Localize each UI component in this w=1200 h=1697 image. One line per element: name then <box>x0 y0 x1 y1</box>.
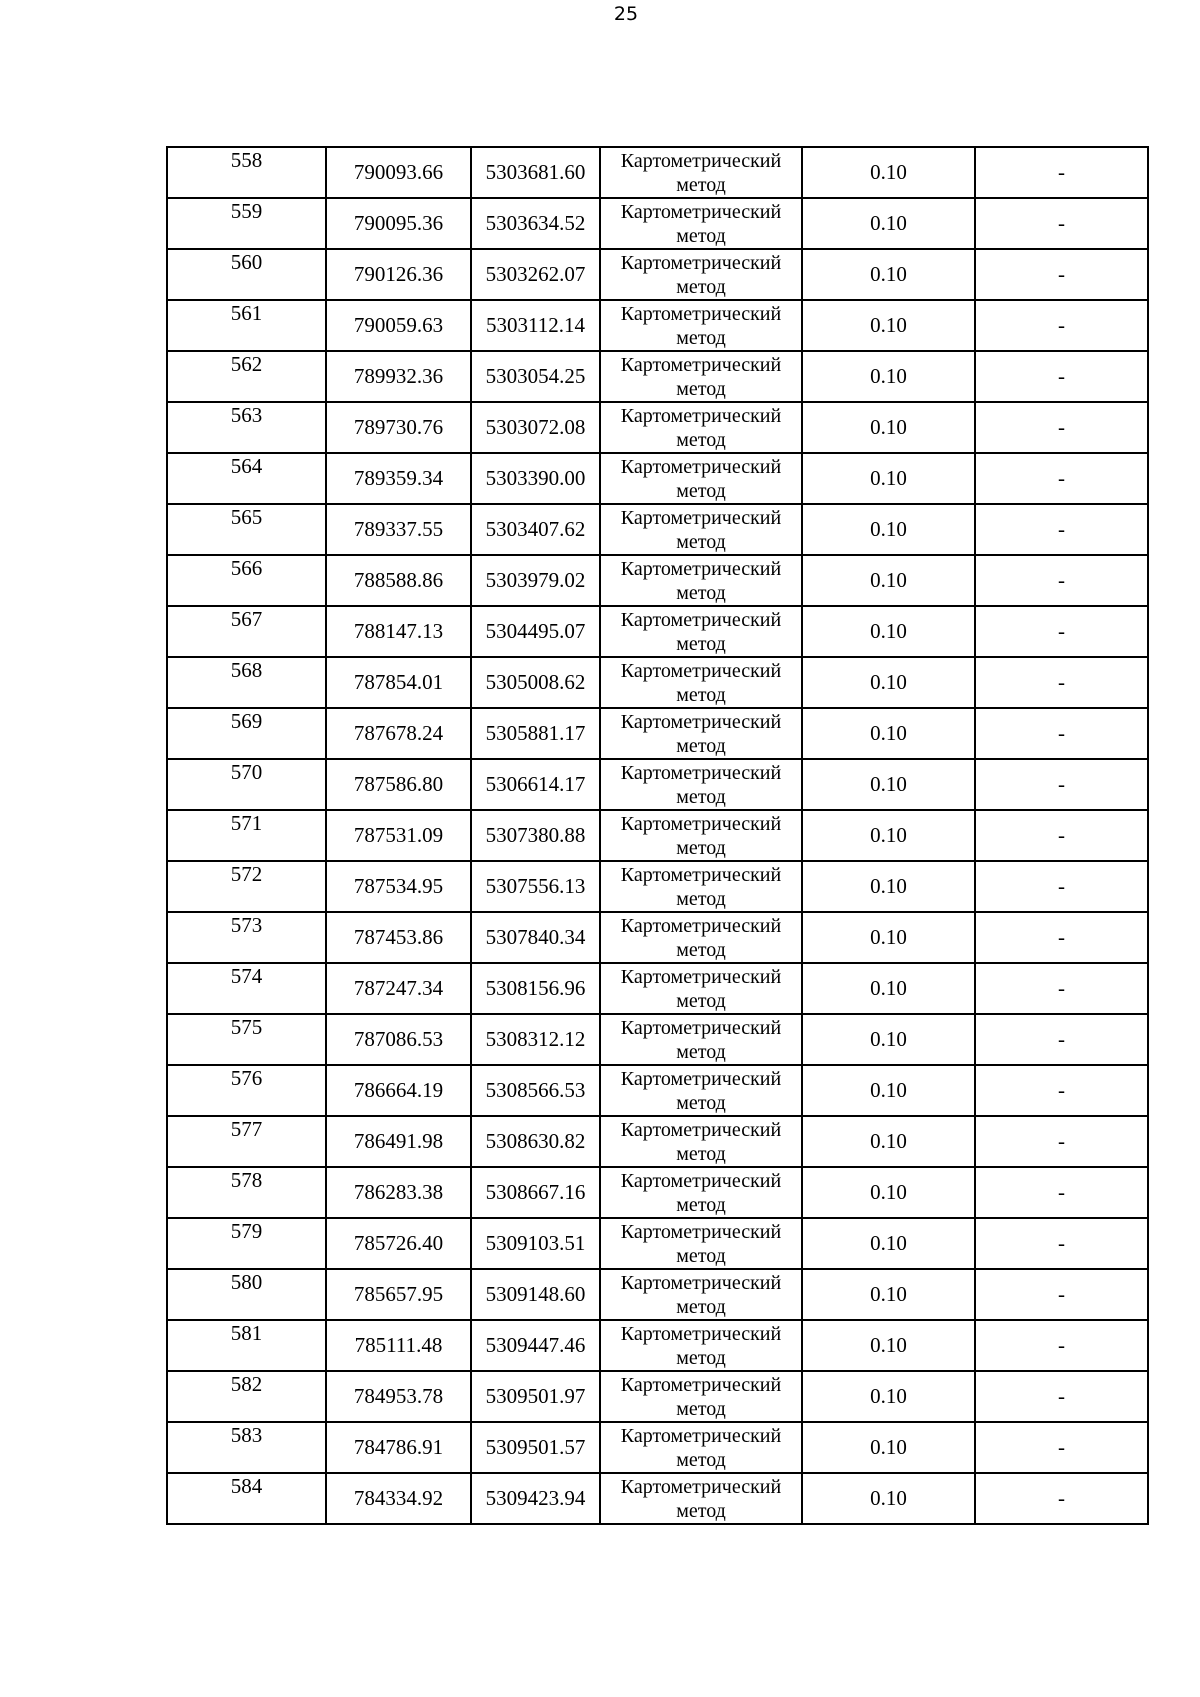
table-row <box>167 657 1148 708</box>
y-coordinate-cell: 5309148.60 <box>471 1269 600 1320</box>
point-number-cell: 567 <box>167 606 326 657</box>
note-cell: - <box>975 861 1148 912</box>
method-cell: Картометрический метод <box>600 606 802 657</box>
table-row <box>167 147 1148 198</box>
y-coordinate-cell: 5303112.14 <box>471 300 600 351</box>
accuracy-cell: 0.10 <box>802 708 975 759</box>
accuracy-cell: 0.10 <box>802 912 975 963</box>
method-cell: Картометрический метод <box>600 402 802 453</box>
x-coordinate-cell: 788147.13 <box>326 606 471 657</box>
point-number-cell: 559 <box>167 198 326 249</box>
x-coordinate-cell: 785726.40 <box>326 1218 471 1269</box>
table-row <box>167 810 1148 861</box>
x-coordinate-cell: 788588.86 <box>326 555 471 606</box>
page-number: 25 <box>613 3 639 25</box>
method-cell: Картометрический метод <box>600 249 802 300</box>
accuracy-cell: 0.10 <box>802 453 975 504</box>
x-coordinate-cell: 784334.92 <box>326 1473 471 1524</box>
y-coordinate-cell: 5304495.07 <box>471 606 600 657</box>
note-cell: - <box>975 198 1148 249</box>
note-cell: - <box>975 1473 1148 1524</box>
method-cell: Картометрический метод <box>600 453 802 504</box>
x-coordinate-cell: 787247.34 <box>326 963 471 1014</box>
x-coordinate-cell: 790059.63 <box>326 300 471 351</box>
note-cell: - <box>975 759 1148 810</box>
method-cell: Картометрический метод <box>600 1218 802 1269</box>
method-cell: Картометрический метод <box>600 351 802 402</box>
note-cell: - <box>975 606 1148 657</box>
point-number-cell: 563 <box>167 402 326 453</box>
note-cell: - <box>975 1320 1148 1371</box>
method-cell: Картометрический метод <box>600 1422 802 1473</box>
table-row <box>167 300 1148 351</box>
table-row <box>167 1167 1148 1218</box>
x-coordinate-cell: 790095.36 <box>326 198 471 249</box>
method-cell: Картометрический метод <box>600 810 802 861</box>
table-row <box>167 1269 1148 1320</box>
table-row <box>167 1473 1148 1524</box>
table-row <box>167 453 1148 504</box>
accuracy-cell: 0.10 <box>802 1473 975 1524</box>
y-coordinate-cell: 5307840.34 <box>471 912 600 963</box>
x-coordinate-cell: 784953.78 <box>326 1371 471 1422</box>
point-number-cell: 581 <box>167 1320 326 1371</box>
accuracy-cell: 0.10 <box>802 1320 975 1371</box>
point-number-cell: 558 <box>167 147 326 198</box>
accuracy-cell: 0.10 <box>802 963 975 1014</box>
y-coordinate-cell: 5308156.96 <box>471 963 600 1014</box>
accuracy-cell: 0.10 <box>802 300 975 351</box>
table-row <box>167 1014 1148 1065</box>
y-coordinate-cell: 5303262.07 <box>471 249 600 300</box>
method-cell: Картометрический метод <box>600 1014 802 1065</box>
y-coordinate-cell: 5309103.51 <box>471 1218 600 1269</box>
accuracy-cell: 0.10 <box>802 1422 975 1473</box>
y-coordinate-cell: 5307380.88 <box>471 810 600 861</box>
table-row <box>167 555 1148 606</box>
y-coordinate-cell: 5303390.00 <box>471 453 600 504</box>
point-number-cell: 564 <box>167 453 326 504</box>
note-cell: - <box>975 657 1148 708</box>
table-row <box>167 1116 1148 1167</box>
point-number-cell: 582 <box>167 1371 326 1422</box>
y-coordinate-cell: 5308667.16 <box>471 1167 600 1218</box>
accuracy-cell: 0.10 <box>802 657 975 708</box>
x-coordinate-cell: 789730.76 <box>326 402 471 453</box>
x-coordinate-cell: 787534.95 <box>326 861 471 912</box>
method-cell: Картометрический метод <box>600 657 802 708</box>
accuracy-cell: 0.10 <box>802 1167 975 1218</box>
point-number-cell: 561 <box>167 300 326 351</box>
note-cell: - <box>975 1167 1148 1218</box>
table-row <box>167 963 1148 1014</box>
accuracy-cell: 0.10 <box>802 1371 975 1422</box>
y-coordinate-cell: 5303407.62 <box>471 504 600 555</box>
x-coordinate-cell: 787854.01 <box>326 657 471 708</box>
point-number-cell: 575 <box>167 1014 326 1065</box>
point-number-cell: 569 <box>167 708 326 759</box>
method-cell: Картометрический метод <box>600 300 802 351</box>
table-row <box>167 1371 1148 1422</box>
method-cell: Картометрический метод <box>600 912 802 963</box>
x-coordinate-cell: 789337.55 <box>326 504 471 555</box>
note-cell: - <box>975 1014 1148 1065</box>
x-coordinate-cell: 787586.80 <box>326 759 471 810</box>
point-number-cell: 560 <box>167 249 326 300</box>
table-row <box>167 708 1148 759</box>
table-row <box>167 912 1148 963</box>
y-coordinate-cell: 5303979.02 <box>471 555 600 606</box>
y-coordinate-cell: 5303634.52 <box>471 198 600 249</box>
note-cell: - <box>975 249 1148 300</box>
x-coordinate-cell: 790126.36 <box>326 249 471 300</box>
x-coordinate-cell: 787531.09 <box>326 810 471 861</box>
x-coordinate-cell: 786491.98 <box>326 1116 471 1167</box>
y-coordinate-cell: 5303072.08 <box>471 402 600 453</box>
note-cell: - <box>975 1269 1148 1320</box>
accuracy-cell: 0.10 <box>802 810 975 861</box>
note-cell: - <box>975 1065 1148 1116</box>
y-coordinate-cell: 5309501.57 <box>471 1422 600 1473</box>
point-number-cell: 562 <box>167 351 326 402</box>
method-cell: Картометрический метод <box>600 861 802 912</box>
table-row <box>167 198 1148 249</box>
point-number-cell: 574 <box>167 963 326 1014</box>
method-cell: Картометрический метод <box>600 1065 802 1116</box>
accuracy-cell: 0.10 <box>802 147 975 198</box>
note-cell: - <box>975 1422 1148 1473</box>
method-cell: Картометрический метод <box>600 708 802 759</box>
x-coordinate-cell: 789359.34 <box>326 453 471 504</box>
x-coordinate-cell: 790093.66 <box>326 147 471 198</box>
point-number-cell: 584 <box>167 1473 326 1524</box>
accuracy-cell: 0.10 <box>802 1269 975 1320</box>
accuracy-cell: 0.10 <box>802 1218 975 1269</box>
table-row <box>167 1422 1148 1473</box>
point-number-cell: 578 <box>167 1167 326 1218</box>
note-cell: - <box>975 147 1148 198</box>
accuracy-cell: 0.10 <box>802 504 975 555</box>
point-number-cell: 572 <box>167 861 326 912</box>
note-cell: - <box>975 351 1148 402</box>
table-row <box>167 759 1148 810</box>
method-cell: Картометрический метод <box>600 1269 802 1320</box>
method-cell: Картометрический метод <box>600 555 802 606</box>
method-cell: Картометрический метод <box>600 1473 802 1524</box>
method-cell: Картометрический метод <box>600 759 802 810</box>
accuracy-cell: 0.10 <box>802 1116 975 1167</box>
x-coordinate-cell: 786664.19 <box>326 1065 471 1116</box>
y-coordinate-cell: 5308566.53 <box>471 1065 600 1116</box>
x-coordinate-cell: 785657.95 <box>326 1269 471 1320</box>
table-row <box>167 402 1148 453</box>
note-cell: - <box>975 963 1148 1014</box>
x-coordinate-cell: 786283.38 <box>326 1167 471 1218</box>
accuracy-cell: 0.10 <box>802 402 975 453</box>
accuracy-cell: 0.10 <box>802 198 975 249</box>
table-row <box>167 861 1148 912</box>
note-cell: - <box>975 810 1148 861</box>
accuracy-cell: 0.10 <box>802 861 975 912</box>
x-coordinate-cell: 785111.48 <box>326 1320 471 1371</box>
table-row <box>167 1218 1148 1269</box>
y-coordinate-cell: 5307556.13 <box>471 861 600 912</box>
note-cell: - <box>975 453 1148 504</box>
note-cell: - <box>975 402 1148 453</box>
accuracy-cell: 0.10 <box>802 1065 975 1116</box>
point-number-cell: 583 <box>167 1422 326 1473</box>
y-coordinate-cell: 5305881.17 <box>471 708 600 759</box>
note-cell: - <box>975 1116 1148 1167</box>
method-cell: Картометрический метод <box>600 504 802 555</box>
table-row <box>167 249 1148 300</box>
accuracy-cell: 0.10 <box>802 759 975 810</box>
method-cell: Картометрический метод <box>600 1371 802 1422</box>
point-number-cell: 568 <box>167 657 326 708</box>
y-coordinate-cell: 5309423.94 <box>471 1473 600 1524</box>
note-cell: - <box>975 504 1148 555</box>
point-number-cell: 573 <box>167 912 326 963</box>
x-coordinate-cell: 787453.86 <box>326 912 471 963</box>
x-coordinate-cell: 787678.24 <box>326 708 471 759</box>
table-row <box>167 1065 1148 1116</box>
point-number-cell: 570 <box>167 759 326 810</box>
note-cell: - <box>975 300 1148 351</box>
method-cell: Картометрический метод <box>600 147 802 198</box>
accuracy-cell: 0.10 <box>802 249 975 300</box>
note-cell: - <box>975 555 1148 606</box>
method-cell: Картометрический метод <box>600 1320 802 1371</box>
note-cell: - <box>975 912 1148 963</box>
accuracy-cell: 0.10 <box>802 351 975 402</box>
method-cell: Картометрический метод <box>600 1116 802 1167</box>
y-coordinate-cell: 5303054.25 <box>471 351 600 402</box>
method-cell: Картометрический метод <box>600 1167 802 1218</box>
point-number-cell: 565 <box>167 504 326 555</box>
y-coordinate-cell: 5305008.62 <box>471 657 600 708</box>
method-cell: Картометрический метод <box>600 963 802 1014</box>
coordinates-table <box>166 146 1149 1525</box>
y-coordinate-cell: 5309447.46 <box>471 1320 600 1371</box>
point-number-cell: 577 <box>167 1116 326 1167</box>
x-coordinate-cell: 789932.36 <box>326 351 471 402</box>
point-number-cell: 580 <box>167 1269 326 1320</box>
y-coordinate-cell: 5308630.82 <box>471 1116 600 1167</box>
point-number-cell: 566 <box>167 555 326 606</box>
point-number-cell: 571 <box>167 810 326 861</box>
y-coordinate-cell: 5306614.17 <box>471 759 600 810</box>
table-row <box>167 351 1148 402</box>
x-coordinate-cell: 784786.91 <box>326 1422 471 1473</box>
note-cell: - <box>975 1218 1148 1269</box>
y-coordinate-cell: 5303681.60 <box>471 147 600 198</box>
y-coordinate-cell: 5309501.97 <box>471 1371 600 1422</box>
table-row <box>167 504 1148 555</box>
note-cell: - <box>975 708 1148 759</box>
point-number-cell: 576 <box>167 1065 326 1116</box>
y-coordinate-cell: 5308312.12 <box>471 1014 600 1065</box>
point-number-cell: 579 <box>167 1218 326 1269</box>
method-cell: Картометрический метод <box>600 198 802 249</box>
table-row <box>167 1320 1148 1371</box>
coordinates-table-body <box>167 147 1148 1524</box>
table-row <box>167 606 1148 657</box>
accuracy-cell: 0.10 <box>802 606 975 657</box>
x-coordinate-cell: 787086.53 <box>326 1014 471 1065</box>
note-cell: - <box>975 1371 1148 1422</box>
accuracy-cell: 0.10 <box>802 1014 975 1065</box>
accuracy-cell: 0.10 <box>802 555 975 606</box>
